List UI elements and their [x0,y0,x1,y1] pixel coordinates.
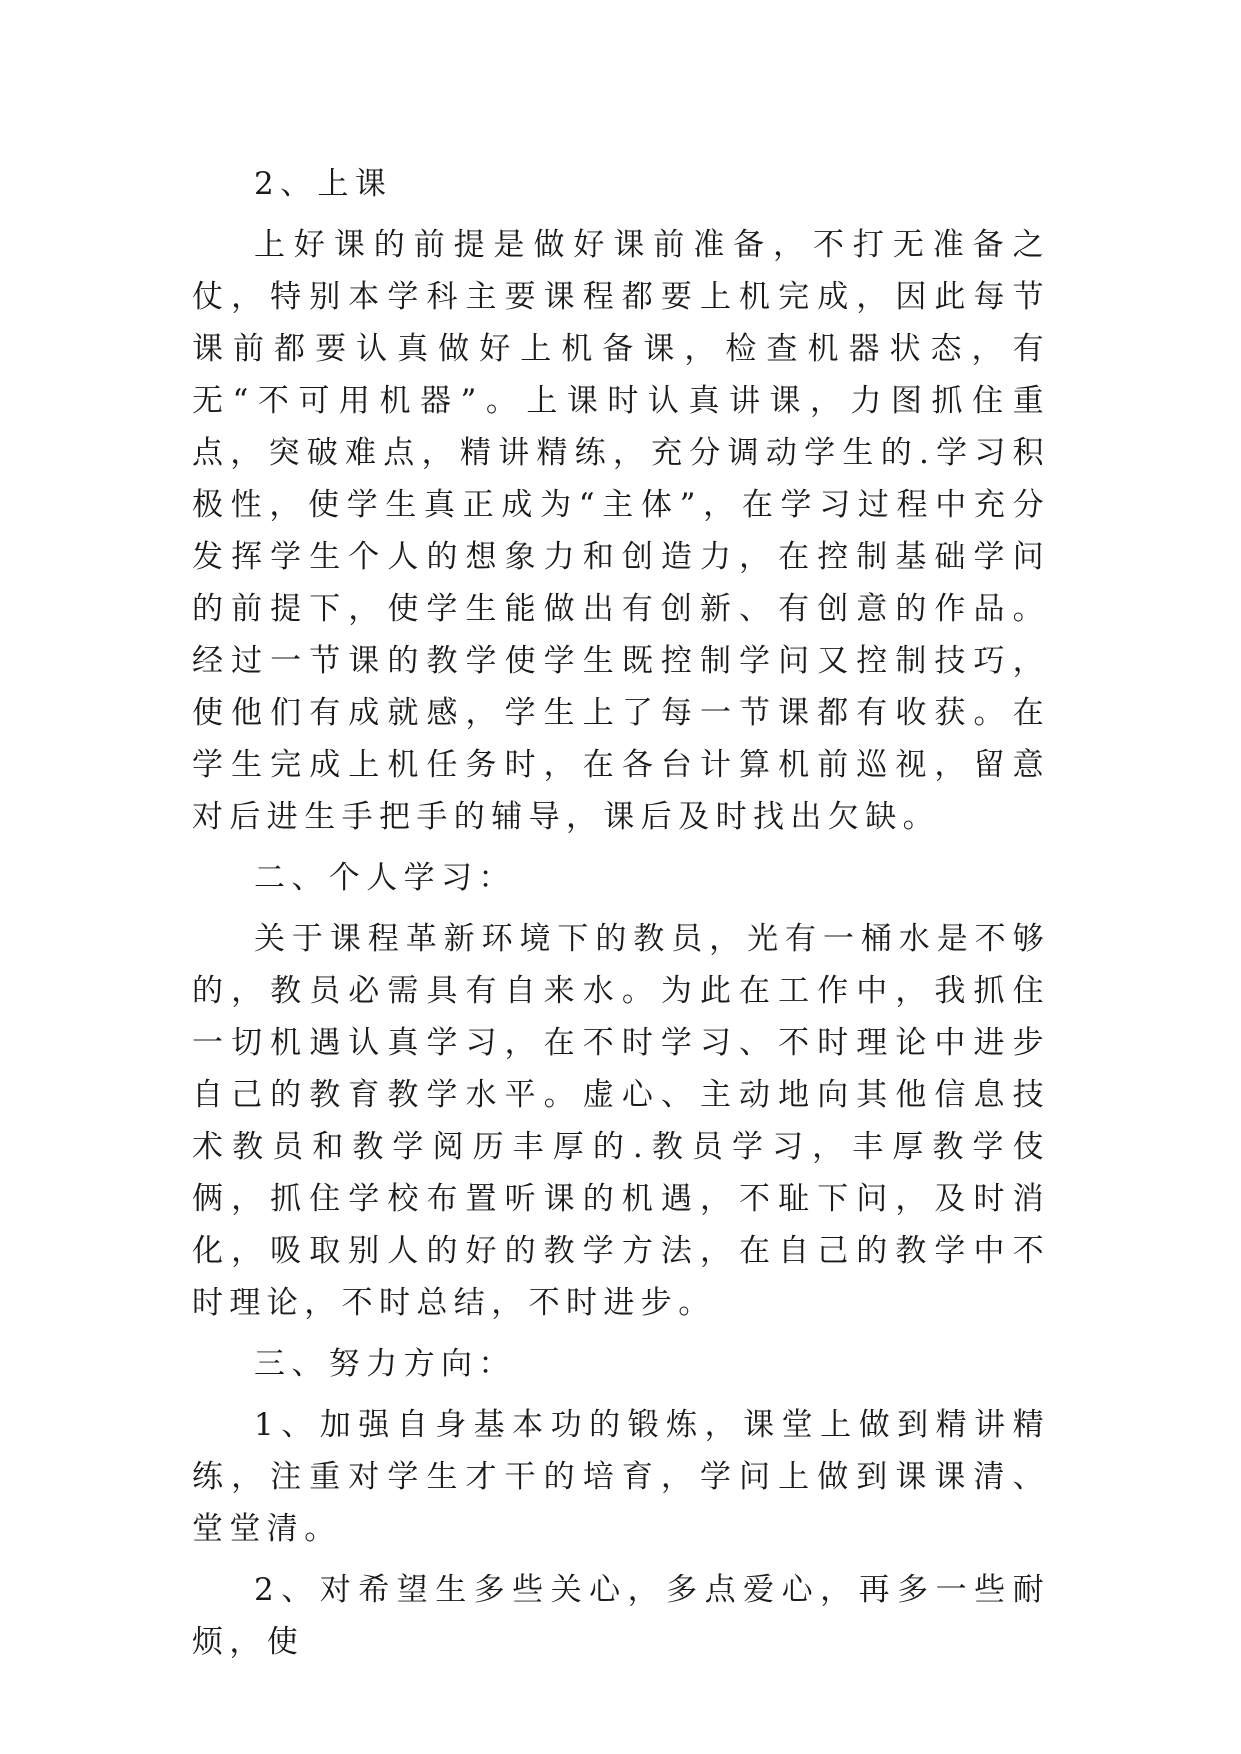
paragraph-lesson-content: 上好课的前提是做好课前准备，不打无准备之仗，特别本学科主要课程都要上机完成，因此每节课前都要认真做好上机备课，检查机器状态，有无“不可用机器”。上课时认真讲课，力图抓住重点，突破难点，精讲精练，充分调动学生的.学习积极性，使学生真正成为“主体”，在学习过程中充分发挥学生个人的想象力和创造力，在控制基础学问的前提下，使学生能做出有创新、有创意的作品。经过一节课的教学使学生既控制学问又控制技巧，使他们有成就感，学生上了每一节课都有收获。在学生完成上机任务时，在各台计算机前巡视，留意对后进生手把手的辅导，课后及时找出欠缺。 [192,227,1050,835]
paragraph-personal-study: 关于课程革新环境下的教员，光有一桶水是不够的，教员必需具有自来水。为此在工作中，我抓住一切机遇认真学习，在不时学习、不时理论中进步自己的教育教学水平。虚心、主动地向其他信息技术教员和教学阅历丰厚的.教员学习，丰厚教学伎俩，抓住学校布置听课的机遇，不耻下问，及时消化，吸取别人的好的教学方法，在自己的教学中不时理论，不时总结，不时进步。 [192,921,1050,1321]
subheading-lesson: 2、上课 [254,166,393,202]
paragraph-direction-2: 2、对希望生多些关心，多点爱心，再多一些耐烦，使 [192,1572,1050,1660]
heading-personal-study: 二、个人学习： [254,860,516,896]
heading-direction: 三、努力方向： [254,1346,516,1382]
paragraph-direction-1: 1、加强自身基本功的锻炼，课堂上做到精讲精练，注重对学生才干的培育，学问上做到课课清、堂堂清。 [192,1407,1050,1547]
document-body [192,158,1050,1677]
